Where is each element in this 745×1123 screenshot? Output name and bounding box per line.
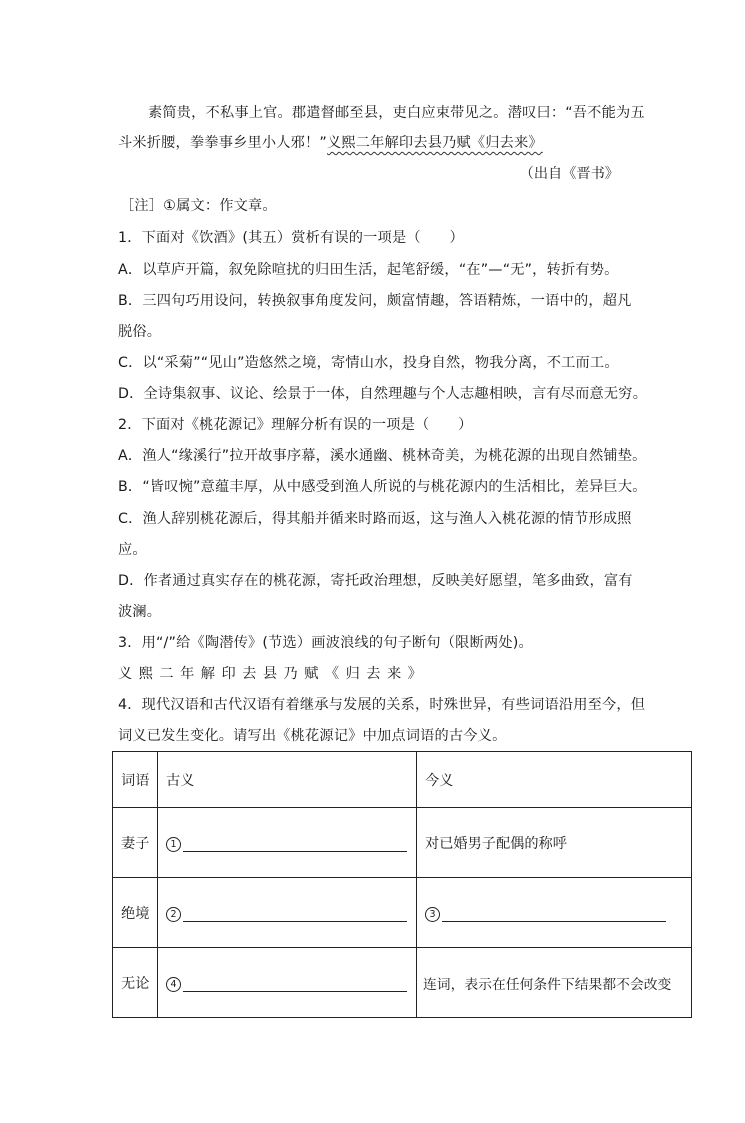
q1-option-a: A．以草庐开篇，叙免除喧扰的归田生活，起笔舒缓，“在”—“无”，转折有势。 — [118, 262, 619, 278]
table-row — [113, 948, 692, 1018]
header-modern: 今义 — [417, 752, 692, 808]
table-row — [113, 808, 692, 878]
q3-sentence-to-punctuate: 义熙二年解印去县乃赋《归去来》 — [118, 666, 429, 682]
table-header-row — [113, 752, 692, 808]
header-ancient: 古义 — [158, 752, 417, 808]
passage-source: （出自《晋书》 — [519, 166, 619, 182]
word-cell: 绝境 — [113, 878, 158, 948]
ancient-answer-cell — [158, 878, 417, 948]
q1-option-c: C．以“采菊”“见山”造悠然之境，寄情山水，投身自然，物我分离，不工而工。 — [118, 355, 619, 371]
q2-option-c-cont: 应。 — [118, 542, 147, 558]
passage-line-2-text: 斗米折腰，拳拳事乡里小人邪！” — [118, 135, 327, 151]
modern-meaning-cell: 对已婚男子配偶的称呼 — [417, 808, 692, 878]
passage-line-2 — [118, 133, 543, 153]
modern-answer-cell — [417, 878, 692, 948]
question-3: 3．用“/”给《陶潜传》(节选）画波浪线的句子断句（限断两处)。 — [118, 635, 533, 651]
word-cell: 无论 — [113, 948, 158, 1018]
answer-blank[interactable] — [183, 907, 407, 922]
q2-option-d-cont: 波澜。 — [118, 604, 162, 620]
modern-meaning-cell: 连词，表示在任何条件下结果都不会改变 — [417, 948, 692, 1018]
header-word: 词语 — [113, 752, 158, 808]
circled-number: 2 — [166, 907, 181, 922]
q1-option-b: B．三四句巧用设问，转换叙事角度发问，颇富情趣，答语精炼，一语中的，超凡 — [118, 293, 632, 309]
answer-blank[interactable] — [442, 907, 666, 922]
q1-option-d: D．全诗集叙事、议论、绘景于一体，自然理趣与个人志趣相映，言有尽而意无穷。 — [118, 386, 648, 402]
q2-option-d: D．作者通过真实存在的桃花源，寄托政治理想，反映美好愿望，笔多曲致，富有 — [118, 573, 633, 589]
question-4: 4．现代汉语和古代汉语有着继承与发展的关系，时殊世异，有些词语沿用至今，但 — [118, 697, 646, 713]
circled-number: 4 — [166, 977, 181, 992]
ancient-answer-cell — [158, 808, 417, 878]
circled-number: 3 — [425, 907, 440, 922]
table-row — [113, 878, 692, 948]
circled-number: 1 — [166, 837, 181, 852]
q1-option-b-cont: 脱俗。 — [118, 324, 162, 340]
ancient-answer-cell — [158, 948, 417, 1018]
answer-blank[interactable] — [183, 837, 407, 852]
word-meaning-table — [112, 751, 692, 1018]
q2-option-c: C．渔人辞别桃花源后，得其船并循来时路而返，这与渔人入桃花源的情节形成照 — [118, 511, 632, 527]
question-2: 2．下面对《桃花源记》理解分析有误的一项是（ ） — [118, 417, 473, 433]
word-cell: 妻子 — [113, 808, 158, 878]
question-4-cont: 词义已发生变化。请写出《桃花源记》中加点词语的古今义。 — [118, 728, 507, 744]
q2-option-b: B．“皆叹惋”意蕴丰厚，从中感受到渔人所说的与桃花源内的生活相比，差异巨大。 — [118, 479, 647, 495]
q2-option-a: A．渔人“缘溪行”拉开故事序幕，溪水通幽、桃林奇美，为桃花源的出现自然铺垫。 — [118, 448, 647, 464]
question-1: 1．下面对《饮酒》(其五）赏析有误的一项是（ ） — [118, 230, 464, 246]
wavy-underlined-sentence: 义熙二年解印去县乃赋《归去来》 — [326, 135, 543, 151]
passage-line-1: 素简贵，不私事上官。郡遣督邮至县，吏白应束带见之。潜叹曰：“吾不能为五 — [148, 105, 645, 121]
annotation-note: ［注］①属文：作文章。 — [120, 198, 277, 214]
answer-blank[interactable] — [183, 977, 407, 992]
